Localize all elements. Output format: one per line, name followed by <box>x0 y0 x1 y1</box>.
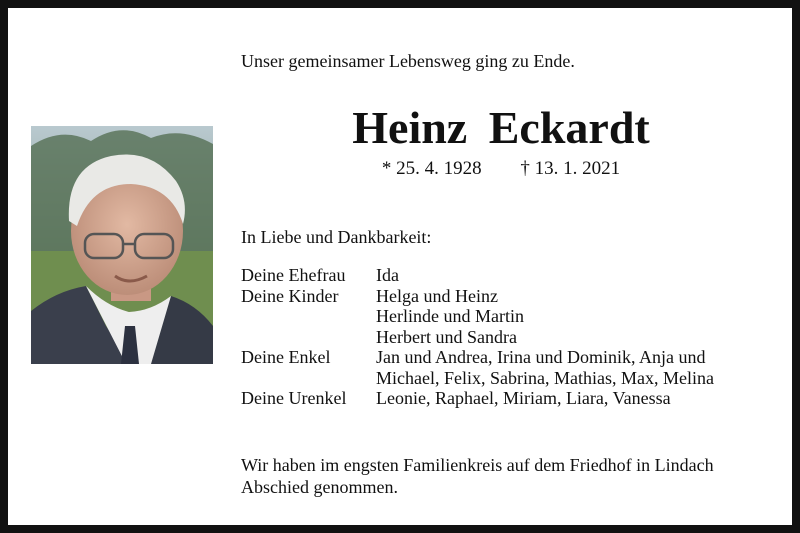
family-member-line: Jan und Andrea, Irina und Dominik, Anja und <box>376 347 706 367</box>
birth-date: * 25. 4. 1928 <box>381 158 482 179</box>
family-member-line: Helga und Heinz <box>376 285 498 306</box>
life-dates <box>241 158 761 180</box>
family-row-spouse <box>241 265 786 286</box>
closing-text <box>241 454 714 498</box>
portrait-photo <box>31 126 213 364</box>
family-member-line: Herlinde und Martin <box>376 306 524 326</box>
intro-text: Unser gemeinsamer Lebensweg ging zu Ende. <box>241 51 575 71</box>
gratitude-text: In Liebe und Dankbarkeit: <box>241 227 432 247</box>
family-member-line: Herbert und Sandra <box>376 326 517 347</box>
relation-label: Deine Urenkel <box>241 388 347 408</box>
closing-line: Abschied genommen. <box>241 477 398 497</box>
relation-label: Deine Enkel <box>241 347 331 367</box>
family-list <box>241 265 786 409</box>
family-row-children <box>241 286 786 348</box>
relation-names <box>376 388 786 409</box>
deceased-name: Heinz Eckardt <box>352 102 650 153</box>
relation-label: Deine Ehefrau <box>241 265 346 285</box>
death-date: † 13. 1. 2021 <box>520 158 621 179</box>
family-member-line: Leonie, Raphael, Miriam, Liara, Vanessa <box>376 388 671 408</box>
family-row-grandchildren <box>241 347 786 388</box>
family-member-line: Ida <box>376 265 399 285</box>
relation-label: Deine Kinder <box>241 285 339 306</box>
portrait-image <box>31 126 213 364</box>
closing-line: Wir haben im engsten Familienkreis auf dem Friedhof in Lindach <box>241 455 714 475</box>
relation-names <box>376 286 786 348</box>
relation-names <box>376 265 786 286</box>
family-row-great-grandchildren <box>241 388 786 409</box>
relation-names <box>376 347 786 388</box>
family-member-line: Michael, Felix, Sabrina, Mathias, Max, Melina <box>376 367 714 388</box>
